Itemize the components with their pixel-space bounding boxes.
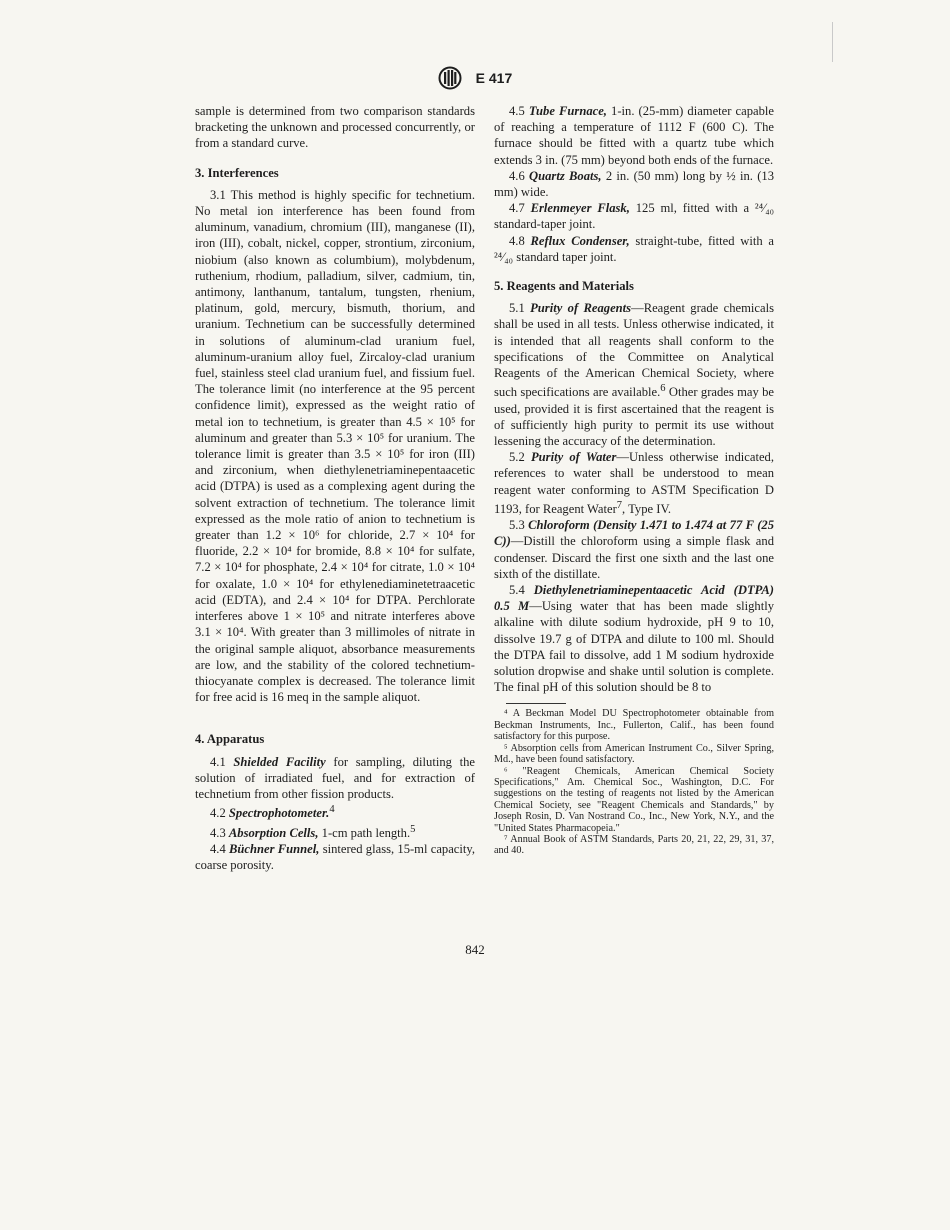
paragraph-5-1 — [494, 300, 774, 449]
para-number: 4.4 — [210, 841, 226, 856]
para-title: Tube Furnace, — [528, 104, 607, 118]
footnote-rule — [506, 703, 566, 704]
para-text: for sampling, diluting the solution of irradiated fuel, and for extraction of technetium from other fission products. — [195, 754, 475, 801]
para-title: Büchner Funnel, — [229, 841, 320, 856]
para-text: —Using water that has been made slightly alkaline with dilute sodium hydroxide, pH 9 to 10, dissolve 19.7 g of DTPA and dilute to 100 ml. Should the DTPA fail to dissolve, add 1 M sodium hydroxide solution dropwise and shake until solution is complete. The final pH of this solution should be 8 to — [494, 599, 774, 695]
paragraph-4-3 — [195, 822, 475, 841]
para-title: Spectrophotometer. — [228, 806, 330, 821]
footnote-7: ⁷ Annual Book of ASTM Standards, Parts 20, 21, 22, 29, 31, 37, and 40. — [494, 833, 774, 857]
para-title: Erlenmeyer Flask, — [530, 201, 630, 216]
para-text: 2 in. (50 mm) long by ½ in. (13 mm) wide. — [494, 168, 774, 200]
para-number: 5.2 — [509, 450, 525, 465]
astm-logo-icon — [438, 66, 462, 90]
paragraph-5-2 — [494, 449, 774, 517]
section-heading-reagents: 5. Reagents and Materials — [494, 279, 634, 294]
standard-designation: E 417 — [475, 70, 513, 86]
para-number: 4.5 — [509, 104, 525, 118]
footnote-5: ⁵ Absorption cells from American Instrument Co., Silver Spring, Md., have been found satisfactory. — [494, 742, 774, 766]
para-number: 4.8 — [509, 233, 525, 248]
para-text: —Reagent grade chemicals shall be used in all tests. Unless otherwise indicated, it is intended that all reagents shall conform to the specifications of the Committee on Analytical Reagents of the American Chemical Society, where such specifications are available. — [494, 301, 774, 400]
para-text: —Unless otherwise indicated, references to water shall be understood to mean reagent water conforming to ASTM Specification D 1193, for Reagent Water — [494, 450, 774, 517]
para-number: 4.3 — [210, 825, 226, 840]
section-heading-interferences: 3. Interferences — [195, 165, 279, 180]
footnote-ref: 6 — [660, 383, 666, 395]
para-number: 4.2 — [210, 806, 226, 821]
para-title: Purity of Water — [530, 450, 617, 465]
paragraph-4-5 — [494, 103, 774, 168]
paragraph-5-3 — [494, 517, 774, 582]
paragraph-3-1: 3.1 This method is highly specific for technetium. No metal ion interference has been found from aluminum, vanadium, chromium (III), manganese (II), iron (III), cobalt, nickel, copper, strontium, zirconium, niobium (also known as columbium), molybdenum, ruthenium, rhodium, palladium, silver, cadmium, tin, antimony, lanthanum, tantalum, tungsten, rhenium, platinum, gold, mercury, bismuth, thorium, and uranium. Technetium can be successfully determined in solutions of aluminum-clad uranium fuel, aluminum-uranium alloy fuel, Zircaloy-clad uranium fuel, stainless steel clad uranium fuel, and fissium fuel. The tolerance limit (no interference at the 95 percent confidence limit), expressed as the weight ratio of metal ion to technetium, is greater than 4.5 × 10⁵ for aluminum and greater than 5.3 × 10⁵ for uranium. The tolerance limit is greater than 3.5 × 10⁵ for iron (III) and zirconium, when diethylenetriaminepentaacetic acid (DTPA) is used as a complexing agent during the solvent extraction of technetium. The tolerance limit expressed as the mole ratio of anion to technetium is greater than 1.2 × 10⁶ for chloride, 2.7 × 10⁴ for fluoride, 2.2 × 10⁴ for bromide, 8.8 × 10⁴ for sulfate, 7.2 × 10⁴ for phosphate, 2.4 × 10⁴ for citrate, 1.0 × 10⁴ for oxalate, 1.0 × 10⁴ for ethylenediaminetetraacetic acid (EDTA), and 2.4 × 10⁴ for DTPA. Perchlorate interferes above 1 × 10⁵ and nitrate interferes above 3.1 × 10⁴. With greater than 3 millimoles of nitrate in the original sample aliquot, absorbance measurements are low, and the stability of the colored technetium-thiocyanate complex is decreased. The tolerance limit for free acid is 16 meq in the sample aliquot. — [195, 187, 475, 705]
footnote-ref: 5 — [410, 823, 416, 835]
para-title: Quartz Boats, — [529, 168, 602, 183]
para-text-cont: Other grades may be used, provided it is first ascertained that the reagent is of sufficiently high purity to permit its use without lessening the accuracy of the determination. — [494, 385, 774, 449]
para-title: Absorption Cells, — [228, 825, 319, 840]
para-text-cont: , Type IV. — [622, 502, 672, 517]
para-text: 125 ml, fitted with a ²⁴⁄₄₀ standard-taper joint. — [494, 201, 774, 232]
paragraph-4-6 — [494, 168, 774, 200]
paragraph-4-2 — [195, 802, 475, 821]
paragraph-5-4 — [494, 582, 774, 695]
para-text: 1-cm path length. — [321, 825, 411, 840]
para-title: Diethylenetriaminepentaacetic Acid (DTPA) 0.5 M — [494, 583, 774, 614]
para-text: —Distill the chloroform using a simple flask and condenser. Discard the first one sixth and the last one sixth of the distillate. — [494, 534, 774, 581]
para-text: sintered glass, 15-ml capacity, coarse porosity. — [195, 841, 476, 873]
intro-paragraph: sample is determined from two comparison standards bracketing the unknown and processed concurrently, or from a standard curve. — [195, 104, 475, 151]
paragraph-4-7 — [494, 200, 774, 232]
section-heading-apparatus: 4. Apparatus — [195, 732, 265, 747]
paragraph-4-8 — [494, 233, 774, 265]
left-column — [195, 103, 475, 873]
para-number: 4.1 — [210, 754, 226, 769]
para-text: straight-tube, fitted with a ²⁴⁄₄₀ standard taper joint. — [494, 233, 774, 264]
para-text: 1-in. (25-mm) diameter capable of reaching a temperature of 1112 F (600 C). The furnace should be fitted with a quartz tube which extends 3 in. (75 mm) beyond both ends of the furnace. — [494, 104, 774, 167]
right-column — [494, 103, 774, 857]
footnote-6: ⁶ "Reagent Chemicals, American Chemical Society Specifications," Am. Chemical Soc., Washington, D.C. For suggestions on the testing of reagents not listed by the American Chemical Society, see "Reagent Chemicals and Standards," by Joseph Rosin, D. Van Nostrand Co., Inc., New York, N.Y., and the "United States Pharmacopeia." — [494, 765, 774, 834]
page-header — [0, 66, 950, 90]
para-number: 4.7 — [509, 201, 525, 216]
paragraph-4-4 — [195, 841, 475, 873]
para-title: Reflux Condenser, — [530, 233, 630, 248]
para-title: Purity of Reagents — [530, 301, 632, 316]
para-title: Shielded Facility — [233, 754, 326, 769]
footnote-ref: 4 — [329, 804, 335, 816]
page-number: 842 — [465, 942, 485, 957]
para-number: 5.4 — [509, 583, 525, 598]
para-number: 5.1 — [509, 301, 525, 316]
para-title: Chloroform (Density 1.471 to 1.474 at 77 F (25 C)) — [494, 518, 774, 549]
footnote-4: ⁴ A Beckman Model DU Spectrophotometer obtainable from Beckman Instruments, Inc., Fullerton, Calif., has been found satisfactory for this purpose. — [494, 708, 774, 743]
para-number: 5.3 — [509, 518, 525, 533]
scan-margin-line — [832, 22, 833, 62]
para-number: 4.6 — [509, 168, 525, 183]
paragraph-4-1 — [195, 754, 475, 803]
footnote-ref: 7 — [616, 499, 623, 511]
